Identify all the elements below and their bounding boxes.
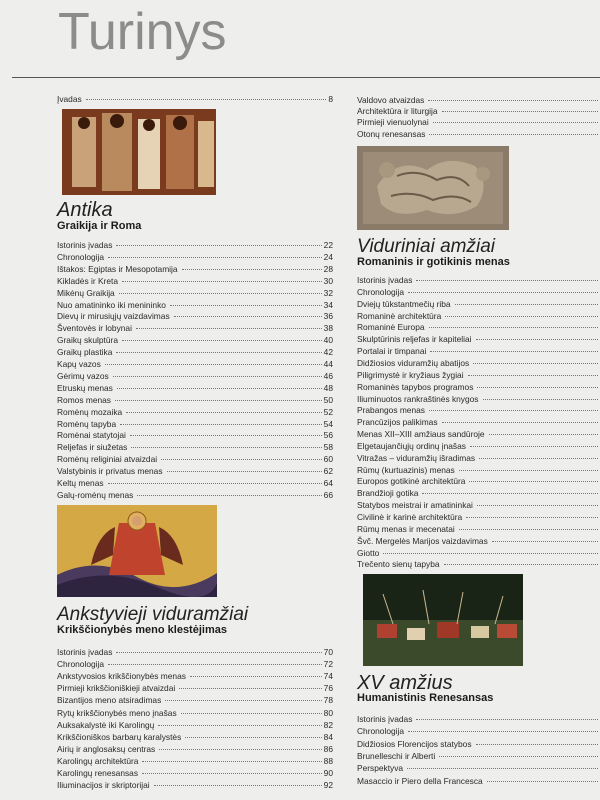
dot-leader [137,495,321,496]
toc-entry-page: 32 [323,287,333,298]
toc-entry[interactable] [57,466,333,477]
toc-entry-title: Europos gotikinė architektūra [357,476,466,487]
section-subtitle-xv: Humanistinis Renesansas [357,692,494,704]
toc-entry-page: 78 [323,695,333,706]
toc-entry-title: Etruskų menas [57,382,113,393]
toc-entry[interactable] [357,382,600,393]
greek-vase-painting-image [62,109,216,195]
toc-entry-page: 52 [323,406,333,417]
section-title-antika: Antika [57,199,113,221]
toc-entry[interactable] [357,429,600,440]
toc-entry-title: Dievų ir mirusiųjų vaizdavimas [57,311,170,322]
toc-entry-title: Iliuminacijos ir skriptorijai [57,780,150,791]
dot-leader [116,245,321,246]
toc-entry-title: Valdovo atvaizdas [357,95,425,105]
toc-entry-title: Otonų renesansas [357,128,426,139]
toc-entry[interactable] [57,240,333,251]
toc-entry[interactable] [357,275,600,286]
toc-entry-title: Karolingų renesansas [57,768,139,778]
dot-leader [459,470,598,471]
toc-entry[interactable] [57,695,333,706]
toc-entry[interactable] [357,488,600,499]
toc-entry[interactable] [357,311,600,322]
dot-leader [115,400,322,401]
toc-entry-title: Portalai ir timpanai [357,346,427,357]
dot-leader [470,446,598,447]
toc-entry-title: Krikščioniškos barbarų karalystės [57,731,182,742]
toc-entry[interactable] [357,524,600,535]
toc-entry-title: Civilinė ir karinė architektūra [357,512,463,522]
toc-entry-title: Statybos meistrai ir amatininkai [357,500,473,511]
toc-entry[interactable] [357,417,600,428]
dot-leader [120,424,322,425]
toc-entry-page: 42 [323,347,333,358]
toc-entry-title: Romos menas [57,394,111,405]
toc-entry-title: Chronologija [357,726,405,737]
toc-entry-page: 90 [323,768,333,778]
toc-entry[interactable] [57,720,333,731]
toc-entry[interactable] [57,430,333,441]
dot-leader [442,111,598,112]
toc-entry-title: Romėnų religiniai atvaizdai [57,454,158,465]
toc-entry-title: Rūmų (kurtuazinis) menas [357,464,455,475]
toc-entry-page: 80 [323,707,333,718]
dot-leader [408,292,598,293]
dot-leader [119,293,322,294]
dot-leader [444,564,598,565]
toc-entry[interactable] [57,276,333,287]
toc-entry-title: Reljefas ir siužetas [57,442,128,453]
toc-entry-title: Dviejų tūkstantmečių riba [357,298,451,309]
toc-entry[interactable] [357,476,600,487]
toc-entry-title: Airių ir anglosaksų centras [57,743,156,754]
dot-leader [459,529,598,530]
dot-leader [185,737,321,738]
toc-entry-title: Mikėnų Graikija [57,287,115,298]
toc-entry-title: Pirmieji vienuolynai [357,117,429,128]
toc-entry-page: 60 [323,454,333,465]
toc-entry-page: 72 [323,659,333,670]
toc-entry-title: Chronologija [357,286,405,297]
toc-entry-title: Vitražas – viduramžių išradimas [357,452,476,463]
toc-entry[interactable] [357,726,600,737]
toc-entry[interactable] [357,299,600,310]
dot-leader [492,541,598,542]
toc-entry-title: Bizantijos meno atsiradimas [57,695,162,706]
dot-leader [468,375,598,376]
dot-leader [442,422,598,423]
dot-leader [130,435,322,436]
toc-entry[interactable]: Įvadas 8 [57,94,333,104]
toc-entry[interactable] [357,394,600,405]
toc-entry[interactable] [357,453,600,464]
section-subtitle-viduriniai: Romaninis ir gotikinis menas [357,256,510,268]
section-subtitle-ankstyvieji: Krikščionybės meno klestėjimas [57,624,227,636]
section-title-viduriniai: Viduriniai amžiai [357,236,495,257]
toc-entry-title: Architektūra ir liturgija [357,106,438,117]
toc-entry-page: 56 [323,430,333,441]
toc-entry[interactable] [357,405,600,416]
toc-entry[interactable] [357,751,600,762]
toc-entry[interactable] [357,763,600,774]
toc-entry[interactable] [57,744,333,755]
dot-leader [416,719,598,720]
toc-entry[interactable] [57,335,333,346]
dot-leader [483,399,599,400]
toc-entry-title: Kapų vazos [57,359,101,369]
stone-relief-sculpture-image [357,146,509,230]
toc-entry[interactable] [57,659,333,670]
toc-entry[interactable] [57,347,333,358]
dot-leader [108,257,322,258]
toc-entry[interactable] [357,559,600,570]
dot-leader [477,505,598,506]
toc-entry-title: Šventovės ir lobynai [57,323,132,334]
dot-leader [117,388,322,389]
toc-entry-page: 64 [323,478,333,488]
toc-entry[interactable] [357,358,600,369]
toc-entry-page: 34 [323,299,333,310]
toc-entry-title: Brunelleschi ir Alberti [357,750,436,761]
dot-leader [108,664,322,665]
toc-entry[interactable] [57,490,333,501]
toc-entry-page: 76 [323,683,333,694]
toc-entry[interactable] [357,346,600,357]
dot-leader [179,688,321,689]
toc-entry-title: Trečento sienų tapyba [357,559,440,570]
toc-entry-title: Menas XII–XIII amžiaus sandūroje [357,429,485,440]
toc-entry[interactable] [57,300,333,311]
toc-entry[interactable] [357,500,600,511]
toc-entry-title: Skulptūrinis reljefas ir kapiteliai [357,334,472,345]
dot-leader [430,351,598,352]
toc-entry[interactable] [357,106,600,117]
toc-entry[interactable] [57,478,333,489]
toc-entry[interactable] [357,322,600,333]
toc-entry-page: 82 [323,719,333,730]
toc-entry-title: Didžiosios Florencijos statybos [357,738,472,749]
toc-entry-title: Rūmų menas ir mecenatai [357,523,455,534]
section-title-ankstyvieji: Ankstyvieji viduramžiai [57,604,249,625]
dot-leader [455,304,598,305]
toc-entry-title: Romėnai statytojai [57,430,126,441]
toc-entry-title: Keltų menas [57,478,104,488]
toc-entry-page: 50 [323,394,333,405]
toc-entry-page: 62 [323,466,333,477]
dot-leader [122,340,322,341]
toc-entry[interactable] [357,776,600,787]
toc-entry[interactable] [57,768,333,779]
dot-leader [489,434,598,435]
toc-entry-page: 48 [323,382,333,393]
dot-leader [479,458,598,459]
toc-entry-title: Brandžioji gotika [357,488,419,499]
toc-entry[interactable] [57,359,333,370]
toc-entry-title: Perspektyva [357,763,404,774]
dot-leader [433,122,598,123]
toc-entry-title: Giotto [357,547,380,558]
dot-leader [476,339,598,340]
toc-entry[interactable] [357,465,600,476]
toc-entry[interactable] [57,419,333,430]
dot-leader [159,749,321,750]
toc-entry-title: Istorinis įvadas [357,275,413,285]
toc-entry-title: Romėnų mozaika [57,406,123,417]
dot-leader [428,100,598,101]
toc-entry-title: Iliuminuotos rankraštinės knygos [357,393,479,404]
toc-entry[interactable] [57,371,333,382]
toc-entry-page: 46 [323,370,333,381]
dot-leader [422,493,598,494]
toc-entry[interactable] [357,287,600,298]
toc-entry-title: Romėnų tapyba [57,418,117,429]
toc-entry[interactable] [357,739,600,750]
toc-entry-title: Ankstyvosios krikščionybės menas [57,671,186,682]
toc-entry-title: Auksakalystė iki Karolingų [57,719,155,730]
title-rule [12,77,600,78]
page-title: Turinys [58,3,227,61]
toc-entry-title: Valstybinis ir privatus menas [57,466,163,477]
toc-entry-title: Ištakos: Egiptas ir Mesopotamija [57,263,178,274]
toc-entry[interactable] [57,395,333,406]
renaissance-battle-painting-image [363,574,523,666]
dot-leader [383,553,598,554]
dot-leader [466,517,598,518]
toc-entry-title: Piligrimystė ir kryžiaus žygiai [357,369,464,380]
byzantine-icon-angel-image [57,505,217,597]
toc-entry[interactable] [357,370,600,381]
dot-leader [445,316,598,317]
toc-entry[interactable] [57,780,333,791]
dot-leader [416,280,598,281]
toc-entry[interactable] [57,407,333,418]
toc-entry-title: Masaccio ir Piero della Francesca [357,775,483,786]
dot-leader [429,410,598,411]
toc-entry-title: Chronologija [57,251,105,262]
dot-leader [473,363,598,364]
toc-entry[interactable] [57,264,333,275]
dot-leader [429,327,598,328]
toc-entry-page: 30 [323,275,333,286]
toc-entry-page: 54 [323,418,333,429]
toc-entry-title: Galų-romėnų menas [57,489,134,500]
toc-entry[interactable] [57,454,333,465]
toc-entry[interactable] [357,536,600,547]
dot-leader [136,328,322,329]
dot-leader [142,773,322,774]
toc-entry[interactable] [57,708,333,719]
dot-leader [429,134,598,135]
dot-leader [122,281,322,282]
dot-leader [170,305,322,306]
toc-entry-title: Chronologija [57,659,105,670]
toc-entry-title: Istorinis įvadas [57,240,113,250]
dot-leader [181,713,322,714]
toc-entry[interactable] [357,95,600,106]
toc-entry-page: 36 [323,311,333,322]
dot-leader [407,768,598,769]
toc-entry[interactable] [57,671,333,682]
toc-entry-page: 40 [323,335,333,346]
toc-entry-page: 86 [323,743,333,754]
toc-entry-title: Prabangos menas [357,405,425,416]
toc-entry[interactable] [357,334,600,345]
toc-entry-title: Didžiosios viduramžių abatijos [357,357,470,368]
dot-leader [469,481,598,482]
toc-entry-title: Prancūzijos palikimas [357,417,438,428]
dot-leader [142,761,321,762]
toc-entry[interactable] [357,714,600,725]
toc-entry-page: 74 [323,671,333,682]
dot-leader [161,459,322,460]
toc-entry-title: Graikų skulptūra [57,335,118,346]
dot-leader [105,364,322,365]
toc-entry-page: 24 [323,251,333,262]
toc-entry[interactable] [57,252,333,263]
toc-entry-title: Gėrimų vazos [57,370,109,381]
toc-entry-page: 44 [323,359,333,369]
toc-entry[interactable] [357,117,600,128]
toc-entry[interactable] [57,311,333,322]
toc-entry-title: Istorinis įvadas [57,647,113,657]
toc-entry-title: Kikladės ir Kreta [57,275,118,286]
toc-entry-page: 84 [323,731,333,742]
toc-entry-title: Romaninės tapybos programos [357,381,474,392]
toc-entry-title: Rytų krikščionybės meno įnašas [57,707,177,718]
dot-leader [126,412,322,413]
toc-entry-title: Karolingų architektūra [57,755,139,766]
section-title-xv: XV amžius [357,672,453,694]
toc-entry-title: Romaninė architektūra [357,310,442,321]
dot-leader [131,447,321,448]
dot-leader [190,676,322,677]
toc-entry[interactable] [57,647,333,658]
toc-entry-page: 28 [323,263,333,274]
dot-leader [154,785,322,786]
dot-leader [165,700,321,701]
toc-entry-title: Istorinis įvadas [357,714,413,724]
toc-entry[interactable] [57,442,333,453]
dot-leader [108,483,322,484]
toc-entry-page: 88 [323,755,333,766]
toc-entry-title: Nuo amatininko iki menininko [57,299,166,310]
toc-entry-title: Romaninė Europa [357,322,425,333]
toc-entry-page: 70 [323,647,333,657]
toc-entry[interactable] [357,441,600,452]
toc-entry[interactable] [57,683,333,694]
dot-leader [116,652,321,653]
dot-leader [408,731,598,732]
toc-entry[interactable] [57,323,333,334]
dot-leader [174,316,322,317]
dot-leader [167,471,322,472]
section-subtitle-antika: Graikija ir Roma [57,220,142,232]
toc-entry-page: 22 [323,240,333,250]
toc-entry[interactable] [357,548,600,559]
dot-leader [116,352,321,353]
toc-entry-page: 66 [323,489,333,500]
toc-entry-page: 58 [323,442,333,453]
toc-entry-title: Pirmieji krikščioniškieji atvaizdai [57,683,176,694]
toc-entry[interactable] [357,129,600,140]
dot-leader [158,725,321,726]
toc-entry-page: 92 [323,780,333,791]
toc-entry[interactable] [57,756,333,767]
toc-entry-title: Švč. Mergelės Marijos vaizdavimas [357,535,488,546]
dot-leader [439,756,598,757]
toc-entry[interactable] [357,512,600,523]
toc-entry[interactable] [57,288,333,299]
dot-leader [487,781,598,782]
toc-entry[interactable] [57,732,333,743]
dot-leader [113,376,322,377]
toc-entry-title: Elgetaujančiųjų ordinų įnašas [357,440,466,451]
toc-entry-page: 38 [323,323,333,334]
toc-entry-title: Graikų plastika [57,347,113,358]
dot-leader [182,269,322,270]
dot-leader [476,744,598,745]
toc-entry[interactable] [57,383,333,394]
dot-leader [477,387,598,388]
